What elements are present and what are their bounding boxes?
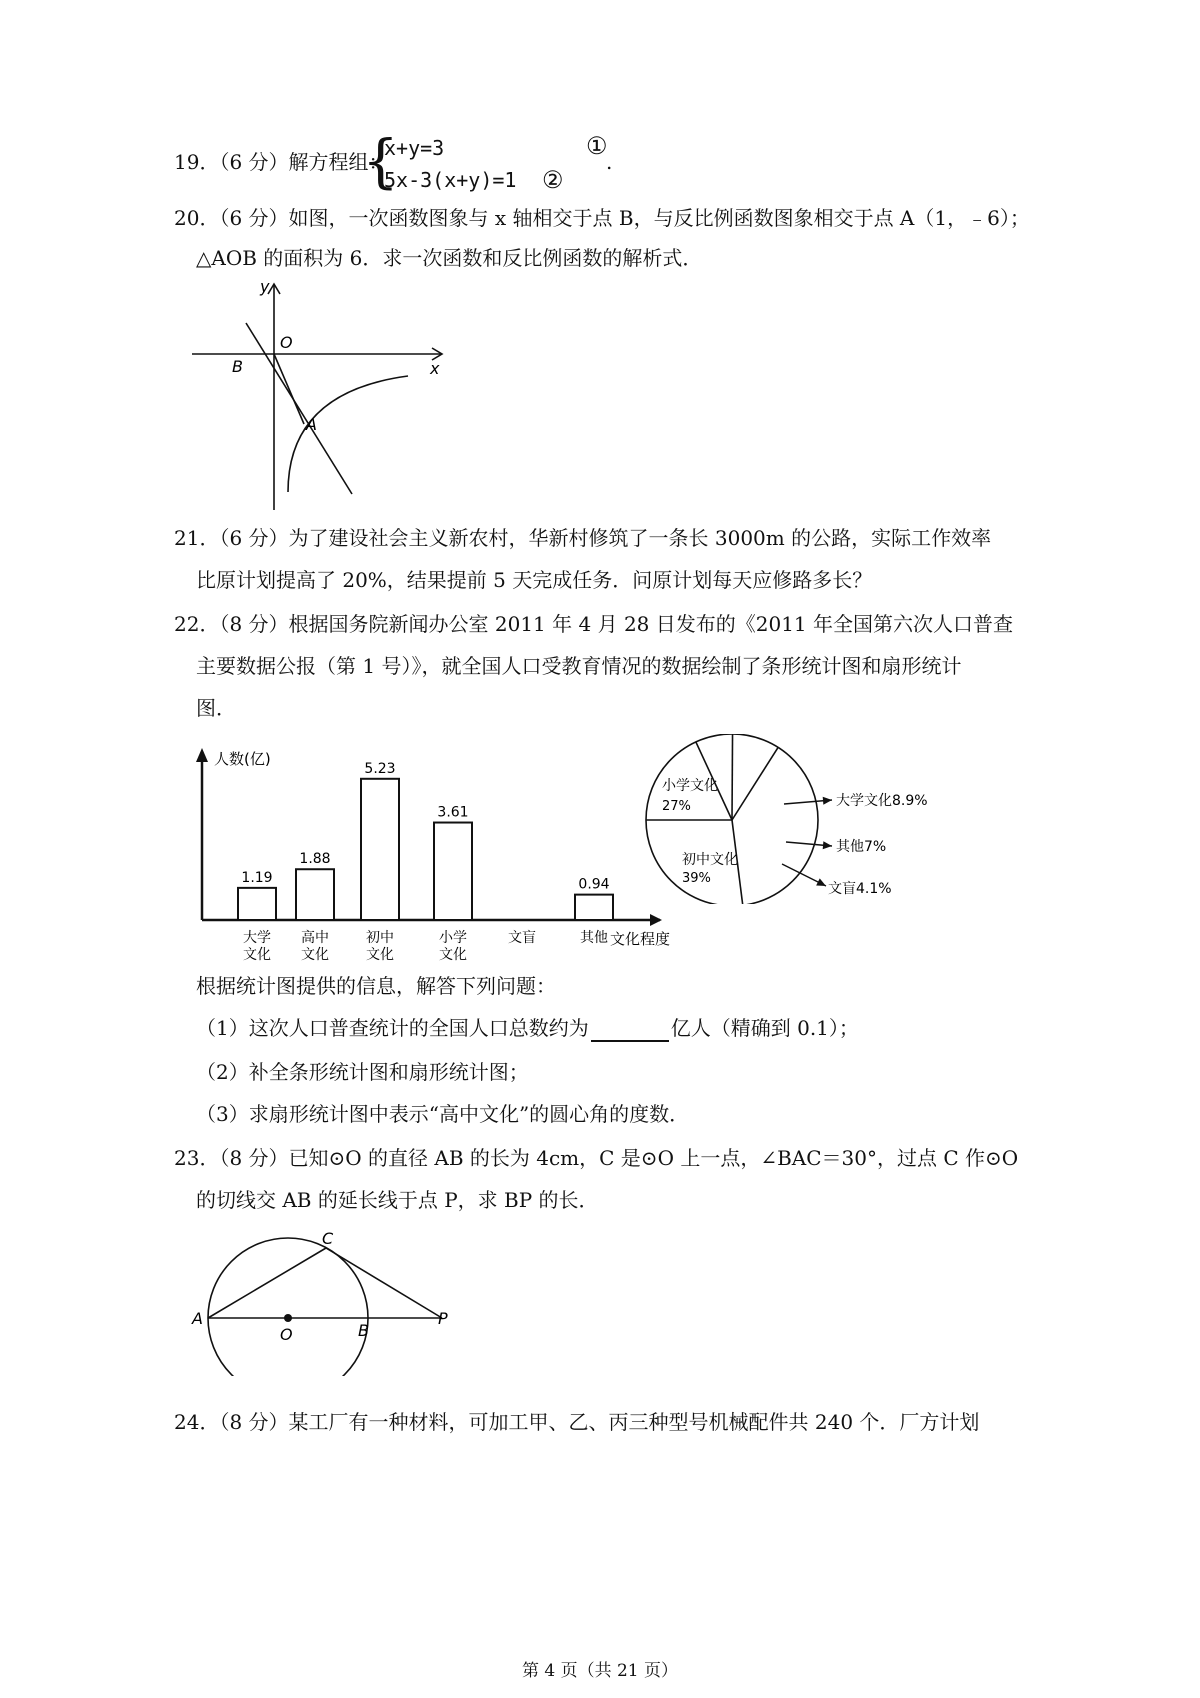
- x-tick-label-2: 文化: [366, 947, 394, 963]
- pie-callout-label-3: 其他7%: [836, 839, 887, 855]
- q23-line1: 23．（8 分）已知⊙O 的直径 AB 的长为 4cm，C 是⊙O 上一点，∠BAC＝30°，过点 C 作⊙O: [174, 1146, 1019, 1170]
- bar-value-label-5: 0.94: [578, 876, 610, 893]
- q24-line1: 24．（8 分）某工厂有一种材料，可加工甲、乙、丙三种型号机械配件共 240 个．厂方计划: [174, 1410, 980, 1434]
- pie-callout-label-2: 大学文化8.9%: [836, 793, 928, 809]
- x-axis-arrow: [650, 914, 662, 926]
- x-axis-label: x: [430, 359, 440, 378]
- bar-1: [296, 869, 334, 920]
- q22-line2: 主要数据公报（第 1 号）》，就全国人口受教育情况的数据绘制了条形统计图和扇形统计: [196, 654, 962, 678]
- bar-2: [361, 779, 399, 920]
- point-A-label: A: [306, 415, 317, 434]
- education-bar-chart: [170, 738, 710, 968]
- pie-slice-boundary-3: [732, 734, 733, 820]
- q20-line2: △AOB 的面积为 6．求一次函数和反比例函数的解析式．: [196, 246, 703, 270]
- point-B-label: B: [358, 1321, 369, 1340]
- pie-slice-value-chuzhong: 39%: [682, 871, 711, 886]
- y-axis-label: y: [260, 278, 270, 296]
- x-tick-label-2: 初中: [366, 930, 394, 946]
- equation-1: x+y=3: [384, 136, 445, 160]
- q20-function-figure: [180, 278, 460, 518]
- answer-blank[interactable]: [591, 1020, 669, 1042]
- equation-1-mark: ①: [586, 132, 608, 160]
- bar-value-label-2: 5.23: [364, 760, 396, 777]
- x-tick-label-3: 小学: [439, 930, 467, 946]
- linear-function-line: [246, 323, 352, 494]
- equation-end-period: .: [606, 150, 613, 174]
- bar-0: [238, 888, 276, 920]
- point-C-label: C: [322, 1229, 334, 1248]
- bar-5: [575, 895, 613, 920]
- q22-sub1: [196, 1014, 859, 1042]
- callout-arrowhead-2: [823, 797, 832, 805]
- bar-value-label-1: 1.88: [299, 851, 331, 868]
- q22-sub1-unit: 亿人（精确到 0.1）；: [670, 1016, 859, 1040]
- q22-sub3: （3）求扇形统计图中表示“高中文化”的圆心角的度数．: [196, 1102, 690, 1126]
- q22-line1: 22．（8 分）根据国务院新闻办公室 2011 年 4 月 28 日发布的《2011 年全国第六次人口普查: [174, 612, 1014, 636]
- x-tick-label-1: 文化: [301, 947, 329, 963]
- y-axis-arrow: [196, 748, 208, 762]
- pie-callout-label-4: 文盲4.1%: [828, 881, 892, 897]
- x-tick-label-0: 文化: [243, 947, 271, 963]
- education-pie-chart: [636, 734, 956, 904]
- equation-2-mark: ②: [542, 166, 564, 194]
- segment-OA: [274, 354, 304, 424]
- point-A-label: A: [192, 1309, 203, 1328]
- y-axis-label: 人数(亿): [214, 750, 271, 768]
- x-tick-label-1: 高中: [301, 930, 329, 946]
- point-B-label: B: [232, 357, 243, 376]
- q22-sub2: （2）补全条形统计图和扇形统计图；: [196, 1060, 529, 1084]
- x-axis-label: 文化程度: [610, 930, 671, 948]
- pie-slice-label-chuzhong: 初中文化: [682, 852, 738, 868]
- q20-line1: 20．（6 分）如图，一次函数图象与 x 轴相交于点 B，与反比例函数图象相交于点 A（1，﹣6）；: [174, 206, 1030, 230]
- q22-instruction: 根据统计图提供的信息，解答下列问题：: [196, 974, 556, 998]
- x-tick-label-3: 文化: [439, 947, 467, 963]
- center-point: [284, 1314, 292, 1322]
- q21-line2: 比原计划提高了 20%，结果提前 5 天完成任务．问原计划每天应修路多长？: [196, 568, 873, 592]
- inverse-function-curve: [288, 376, 408, 492]
- equation-2: 5x-3(x+y)=1: [384, 168, 517, 192]
- x-tick-label-4: 文盲: [508, 930, 536, 946]
- q22-sub1-text: （1）这次人口普查统计的全国人口总数约为: [196, 1016, 589, 1040]
- x-tick-label-0: 大学: [243, 930, 271, 946]
- chord-AC: [208, 1248, 326, 1318]
- bar-value-label-0: 1.19: [241, 869, 273, 886]
- q22-line3: 图．: [196, 696, 236, 720]
- q21-line1: 21．（6 分）为了建设社会主义新农村，华新村修筑了一条长 3000m 的公路，实际工作效率: [174, 526, 992, 550]
- pie-slice-value-xiaoxue: 27%: [662, 799, 691, 814]
- pie-slice-label-xiaoxue: 小学文化: [662, 778, 718, 794]
- bar-3: [434, 823, 472, 920]
- q19-label: 19．（6 分）解方程组：: [174, 150, 389, 174]
- origin-label: O: [280, 333, 293, 352]
- bar-value-label-3: 3.61: [437, 804, 469, 821]
- x-tick-label-5: 其他: [580, 930, 608, 946]
- tangent-CP: [326, 1248, 442, 1318]
- q23-line2: 的切线交 AB 的延长线于点 P，求 BP 的长．: [196, 1188, 599, 1212]
- point-O-label: O: [280, 1325, 293, 1344]
- q23-circle-figure: [186, 1226, 466, 1376]
- system-brace: {: [362, 127, 399, 195]
- point-P-label: P: [438, 1309, 448, 1328]
- page-footer: 第 4 页（共 21 页）: [521, 1661, 679, 1681]
